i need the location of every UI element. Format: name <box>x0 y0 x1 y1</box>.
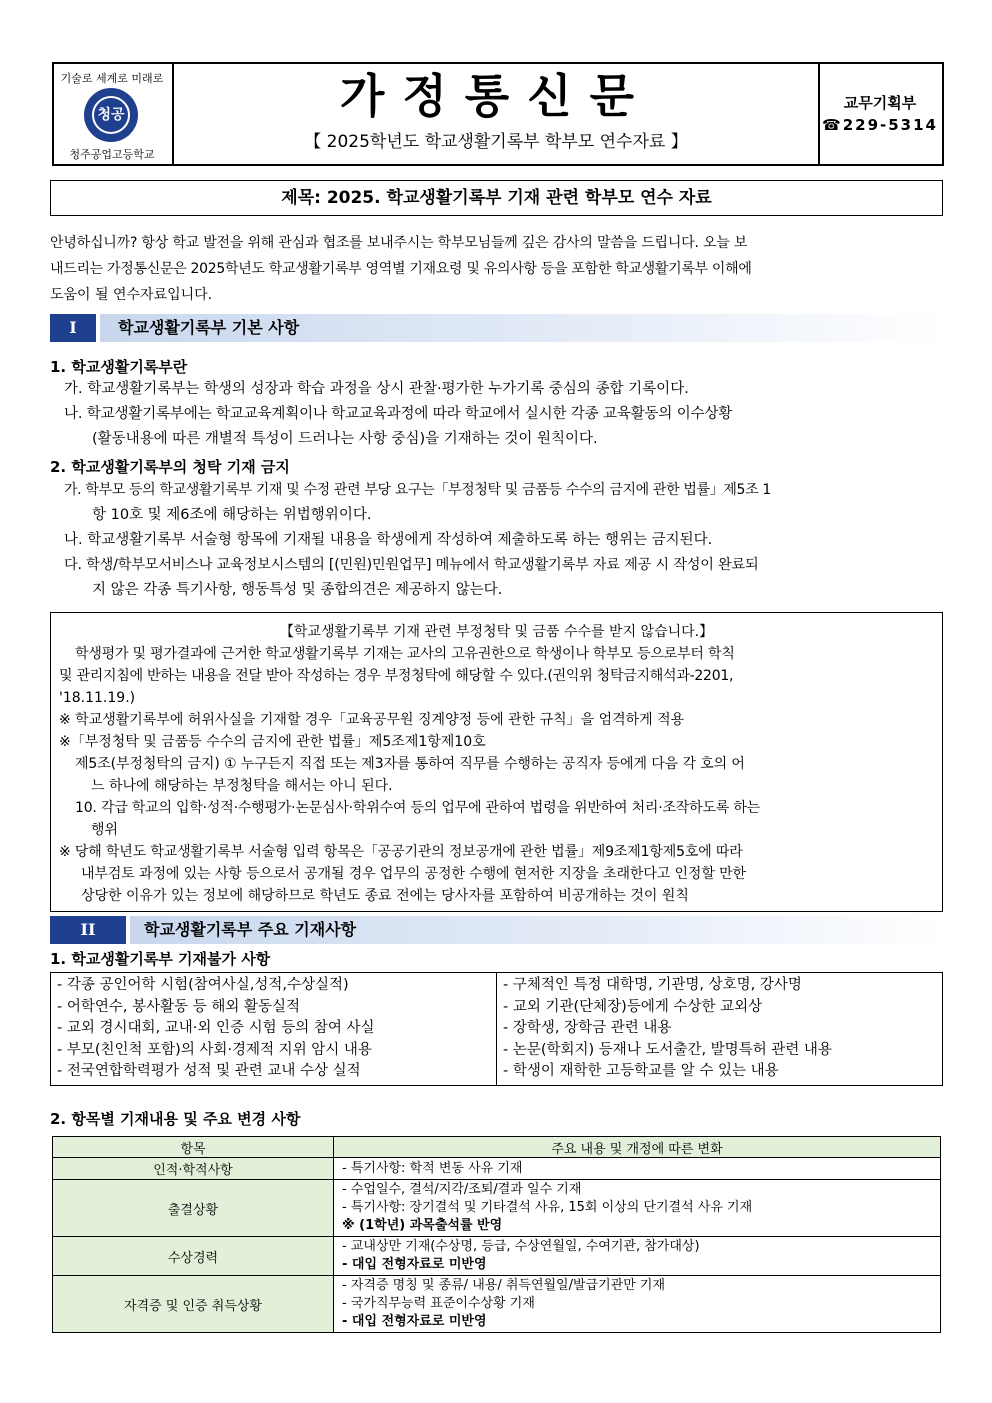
list-item: 나. 학교생활기록부 서술형 항목에 기재될 내용을 학생에게 작성하여 제출하도록 하는 행위는 금지된다. <box>64 532 713 548</box>
description-line: - 대입 전형자료로 미반영 <box>342 1314 487 1329</box>
list-item: - 학생이 재학한 고등학교를 알 수 있는 내용 <box>503 1063 779 1079</box>
section-title: 학교생활기록부 기본 사항 <box>118 318 300 337</box>
list-item: 항 10호 및 제6조에 해당하는 위법행위이다. <box>92 507 372 523</box>
paragraph-block <box>64 478 944 603</box>
list-item: - 부모(친인척 포함)의 사회·경제적 지위 암시 내용 <box>57 1041 372 1058</box>
section-number: I <box>50 314 96 342</box>
notice-line: 10. 각급 학교의 입학·성적·수행평가·논문심사·학위수여 등의 업무에 관하여 법령을 위반하여 처리·조작하도록 하는 <box>75 800 760 816</box>
prohibited-items-table <box>50 972 943 1086</box>
school-logo-block <box>54 64 174 164</box>
intro-paragraph <box>50 230 943 308</box>
table-row <box>53 1276 941 1333</box>
department-block <box>818 64 942 164</box>
notice-line: 행위 <box>91 822 119 838</box>
school-name: 청주공업고등학교 <box>69 148 155 161</box>
department-phone: ☎229-5314 <box>822 116 938 134</box>
list-item: - 전국연합학력평가 성적 및 관련 교내 수상 실적 <box>57 1063 361 1079</box>
notice-line: '18.11.19.) <box>59 690 136 706</box>
intro-line: 안녕하십니까? 항상 학교 발전을 위해 관심과 협조를 보내주시는 학부모님들께 깊은 감사의 말씀을 드립니다. 오늘 보 <box>50 235 748 251</box>
list-item: - 각종 공인어학 시험(참여사실,성적,수상실적) <box>57 977 349 993</box>
prohibited-list-right <box>497 973 943 1086</box>
list-item: - 논문(학회지) 등재나 도서출간, 발명특허 관련 내용 <box>503 1041 832 1058</box>
page-subtitle: 【 2025학년도 학교생활기록부 학부모 연수자료 】 <box>304 132 688 152</box>
notice-box <box>50 612 943 912</box>
header-box <box>52 62 944 166</box>
description-line: - 교내상만 기재(수상명, 등급, 수상연월일, 수여기관, 참가대상) <box>342 1239 700 1254</box>
description-line: - 특기사항: 학적 변동 사유 기재 <box>342 1160 523 1176</box>
subheading: 2. 학교생활기록부의 청탁 기재 금지 <box>50 458 290 476</box>
section-header-1 <box>50 314 943 342</box>
list-item: 다. 학생/학부모서비스나 교육정보시스템의 [(민원)민원업무] 메뉴에서 학교생활기록부 자료 제공 시 작성이 완료되 <box>64 557 759 573</box>
list-item: 나. 학교생활기록부에는 학교교육계획이나 학교교육과정에 따라 학교에서 실시한 각종 교육활동의 이수상황 <box>64 406 733 422</box>
description-line: ※ (1학년) 과목출석률 반영 <box>342 1218 503 1233</box>
table-header-row <box>53 1137 941 1158</box>
section-title: 학교생활기록부 주요 기재사항 <box>144 920 357 939</box>
notice-title: 【학교생활기록부 기재 관련 부정청탁 및 금품 수수를 받지 않습니다.】 <box>279 624 714 640</box>
description-line: - 대입 전형자료로 미반영 <box>342 1257 487 1272</box>
section-number: II <box>50 916 126 944</box>
row-category: 수상경력 <box>53 1237 334 1276</box>
row-category: 인적·학적사항 <box>53 1158 334 1180</box>
section-header-2 <box>50 916 943 944</box>
subheading: 1. 학교생활기록부 기재불가 사항 <box>50 950 271 968</box>
list-item: 지 않은 각종 특기사항, 행동특성 및 종합의견은 제공하지 않는다. <box>92 582 503 598</box>
subject-title: 제목: 2025. 학교생활기록부 기재 관련 학부모 연수 자료 <box>50 180 943 216</box>
department-name: 교무기획부 <box>843 94 917 112</box>
notice-line: ※ 당해 학년도 학교생활기록부 서술형 입력 항목은「공공기관의 정보공개에 관한 법률」제9조제1항제5호에 따라 <box>59 844 743 860</box>
table-row <box>53 1180 941 1237</box>
row-description <box>334 1276 941 1333</box>
description-line: - 수업일수, 결석/지각/조퇴/결과 일수 기재 <box>342 1182 582 1197</box>
list-item: - 구체적인 특정 대학명, 기관명, 상호명, 강사명 <box>503 977 802 993</box>
list-item: 가. 학부모 등의 학교생활기록부 기재 및 수정 관련 부당 요구는「부정청탁 및 금품등 수수의 금지에 관한 법률」제5조 1 <box>64 482 771 498</box>
notice-line: 내부검토 과정에 있는 사항 등으로서 공개될 경우 업무의 공정한 수행에 현저한 지장을 초래한다고 인정할 만한 <box>81 866 746 882</box>
school-seal-icon: 청공 <box>84 88 138 142</box>
items-table <box>52 1136 941 1333</box>
subheading: 1. 학교생활기록부란 <box>50 358 188 376</box>
subheading: 2. 항목별 기재내용 및 주요 변경 사항 <box>50 1110 301 1128</box>
notice-line: 느 하나에 해당하는 부정청탁을 해서는 아니 된다. <box>91 778 393 794</box>
list-item: - 교외 기관(단체장)등에게 수상한 교외상 <box>503 998 763 1015</box>
notice-line: 제5조(부정청탁의 금지) ① 누구든지 직접 또는 제3자를 통하여 직무를 수행하는 공직자 등에게 다음 각 호의 어 <box>75 756 745 772</box>
list-item: - 교외 경시대회, 교내·외 인증 시험 등의 참여 사실 <box>57 1020 375 1036</box>
paragraph-block <box>64 377 944 452</box>
row-category: 자격증 및 인증 취득상황 <box>53 1276 334 1333</box>
table-row <box>53 1237 941 1276</box>
notice-line: 학생평가 및 평가결과에 근거한 학교생활기록부 기재는 교사의 고유권한으로 학생이나 학부모 등으로부터 학칙 <box>75 646 735 662</box>
column-header: 주요 내용 및 개정에 따른 변화 <box>334 1137 941 1158</box>
description-line: - 자격증 명칭 및 종류/ 내용/ 취득연월일/발급기관만 기재 <box>342 1278 666 1293</box>
list-item: - 장학생, 장학금 관련 내용 <box>503 1020 672 1036</box>
column-header: 항목 <box>53 1137 334 1158</box>
list-item: 가. 학교생활기록부는 학생의 성장과 학습 과정을 상시 관찰·평가한 누가기록 중심의 종합 기록이다. <box>64 381 689 397</box>
row-description <box>334 1158 941 1180</box>
list-item: - 어학연수, 봉사활동 등 해외 활동실적 <box>57 998 300 1015</box>
row-description <box>334 1180 941 1237</box>
notice-line: 및 관리지침에 반하는 내용을 전달 받아 작성하는 경우 부정청탁에 해당할 수 있다.(권익위 청탁금지해석과-2201, <box>59 668 734 684</box>
intro-line: 도움이 될 연수자료입니다. <box>50 287 213 303</box>
row-category: 출결상황 <box>53 1180 334 1237</box>
notice-line: 상당한 이유가 있는 정보에 해당하므로 학년도 종료 전에는 당사자를 포함하여 비공개하는 것이 원칙 <box>81 888 689 904</box>
notice-line: ※「부정청탁 및 금품등 수수의 금지에 관한 법률」제5조제1항제10호 <box>59 734 486 750</box>
table-row <box>53 1158 941 1180</box>
intro-line: 내드리는 가정통신문은 2025학년도 학교생활기록부 영역별 기재요령 및 유의사항 등을 포함한 학교생활기록부 이해에 <box>50 261 752 277</box>
list-item: (활동내용에 따른 개별적 특성이 드러나는 사항 중심)을 기재하는 것이 원칙이다. <box>92 431 598 447</box>
school-slogan: 기술로 세계로 미래로 <box>60 72 164 85</box>
prohibited-list-left <box>51 973 497 1086</box>
row-description <box>334 1237 941 1276</box>
description-line: - 특기사항: 장기결석 및 기타결석 사유, 15회 이상의 단기결석 사유 기재 <box>342 1200 753 1215</box>
notice-line: ※ 학교생활기록부에 허위사실을 기재할 경우「교육공무원 징계양정 등에 관한 규칙」을 엄격하게 적용 <box>59 712 685 728</box>
page-title: 가정통신문 <box>339 69 653 123</box>
description-line: - 국가직무능력 표준이수상황 기재 <box>342 1296 535 1311</box>
